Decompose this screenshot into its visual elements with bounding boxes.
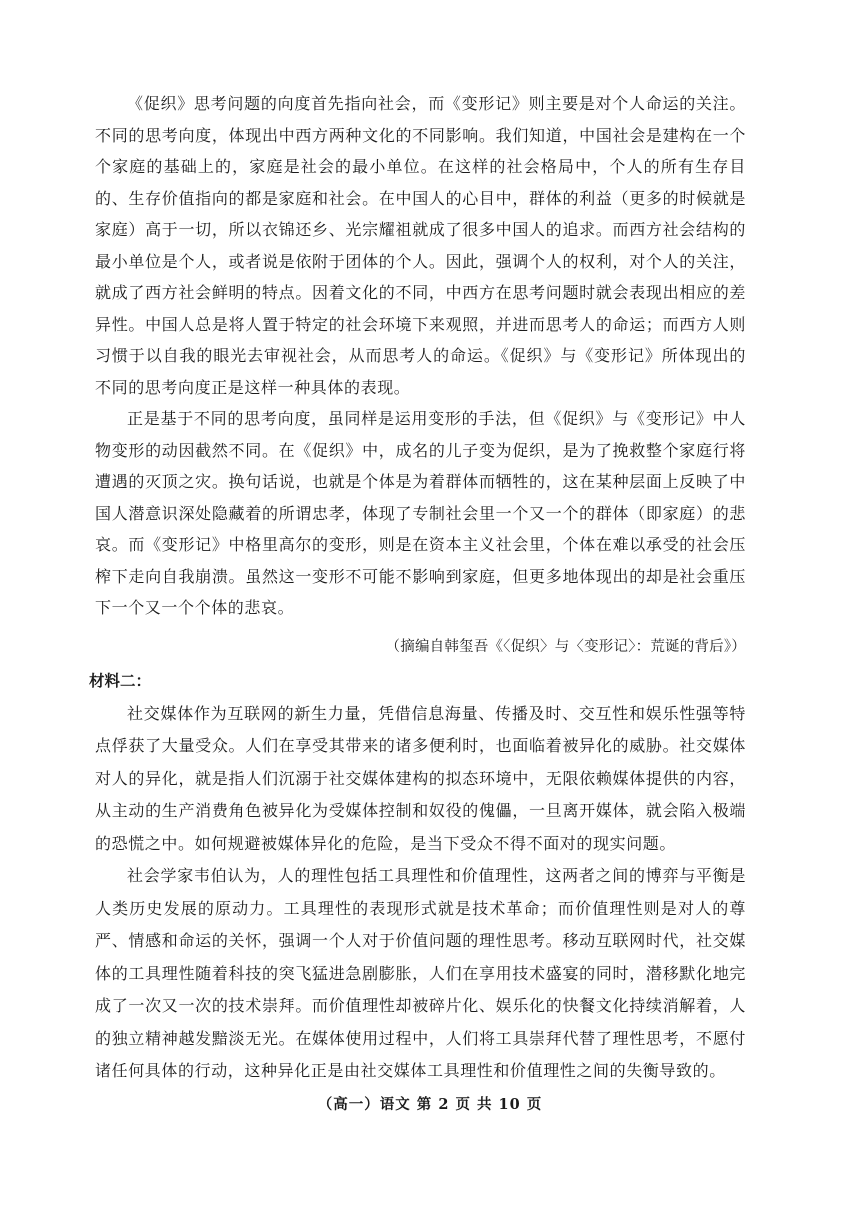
material-two (89, 668, 746, 1088)
paragraph: 正是基于不同的思考向度，虽同样是运用变形的手法，但《促织》与《变形记》中人物变形的动因截然不同。在《促织》中，成名的儿子变为促织，是为了挽救整个家庭行将遭遇的灭顶之灾。换句话说，也就是个体是为着群体而牺牲的，这在某种层面上反映了中国人潜意识深处隐藏着的所谓忠孝，体现了专制社会里一个又一个的群体（即家庭）的悲哀。而《变形记》中格里高尔的变形，则是在资本主义社会里，个体在难以承受的社会压榨下走向自我崩溃。虽然这一变形不可能不影响到家庭，但更多地体现出的却是社会重压下一个又一个个体的悲哀。 (95, 409, 746, 617)
paragraph: 社交媒体作为互联网的新生力量，凭借信息海量、传播及时、交互性和娱乐性强等特点俘获了大量受众。人们在享受其带来的诸多便利时，也面临着被异化的威胁。社交媒体对人的异化，就是指人们沉溺于社交媒体建构的拟态环境中，无限依赖媒体提供的内容，从主动的生产消费角色被异化为受媒体控制和奴役的傀儡，一旦离开媒体，就会陷入极端的恐慌之中。如何规避被媒体异化的危险，是当下受众不得不面对的现实问题。 (95, 703, 746, 853)
material-one (95, 88, 746, 660)
paragraph: 《促织》思考问题的向度首先指向社会，而《变形记》则主要是对个人命运的关注。不同的思考向度，体现出中西方两种文化的不同影响。我们知道，中国社会是建构在一个个家庭的基础上的，家庭是社会的最小单位。在这样的社会格局中，个人的所有生存目的、生存价值指向的都是家庭和社会。在中国人的心目中，群体的利益（更多的时候就是家庭）高于一切，所以衣锦还乡、光宗耀祖就成了很多中国人的追求。而西方社会结构的最小单位是个人，或者说是依附于团体的个人。因此，强调个人的权利，对个人的关注，就成了西方社会鲜明的特点。因着文化的不同，中西方在思考问题时就会表现出相应的差异性。中国人总是将人置于特定的社会环境下来观照，并进而思考人的命运；而西方人则习惯于以自我的眼光去审视社会，从而思考人的命运。《促织》与《变形记》所体现出的不同的思考向度正是这样一种具体的表现。 (95, 94, 746, 397)
paragraph: 社会学家韦伯认为，人的理性包括工具理性和价值理性，这两者之间的博弈与平衡是人类历史发展的原动力。工具理性的表现形式就是技术革命；而价值理性则是对人的尊严、情感和命运的关怀，强调一个人对于价值问题的理性思考。移动互联网时代，社交媒体的工具理性随着科技的突飞猛进急剧膨胀，人们在享用技术盛宴的同时，潜移默化地完成了一次又一次的技术崇拜。而价值理性却被碎片化、娱乐化的快餐文化持续消解着，人的独立精神越发黯淡无光。在媒体使用过程中，人们将工具崇拜代替了理性思考，不愿付诸任何具体的行动，这种异化正是由社交媒体工具理性和价值理性之间的失衡导致的。 (95, 866, 746, 1080)
page-footer: （高一）语文 第 2 页 共 10 页 (317, 1096, 543, 1113)
section-heading: 材料二： (89, 671, 152, 690)
source-citation: （摘编自韩玺吾《〈促织〉与〈变形记〉：荒诞的背后》） (385, 638, 746, 655)
